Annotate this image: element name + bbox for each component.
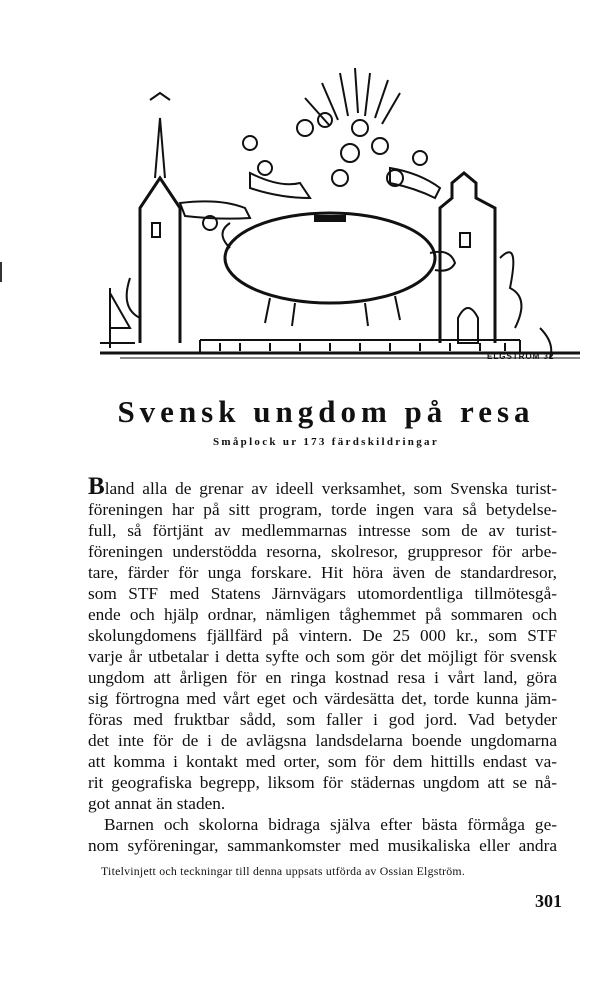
- church-tower-icon: [440, 173, 495, 343]
- paragraph-line: ungdom att årligen för en ringa kostnad resa i vårt land, göra: [88, 668, 557, 687]
- paragraph-line: det inte för de i de avlägsna landsdelarna boende ungdomarna: [88, 731, 557, 750]
- paragraph-line: rit geografiska begrepp, liksom för städernas ungdom att se nå-: [88, 773, 557, 792]
- paragraph-line-text: land alla de grenar av ideell verksamhet, som Svenska turist-: [104, 479, 557, 498]
- artist-signature: ELGSTRÖM 32: [487, 352, 555, 361]
- paragraph-line: nom syföreningar, sammankomster med musikaliska eller andra: [88, 836, 557, 855]
- title-vignette-illustration: [100, 58, 600, 378]
- hands-icon: [180, 168, 440, 219]
- paragraph-line: full, så förtjänt av medlemmarnas intresse som de av turist-: [88, 521, 557, 540]
- piggy-bank-icon: [223, 213, 456, 326]
- foliage-icon: [127, 252, 552, 358]
- paragraph-line: ende och hjälp ordnar, nämligen tåghemmet på sommaren och: [88, 605, 557, 624]
- illustration-credit-footnote: Titelvinjett och teckningar till denna uppsats utförda av Ossian Elgström.: [101, 864, 466, 878]
- paragraph-line: föreningen har på sitt program, torde ingen vara så betydelse-: [88, 500, 557, 519]
- paragraph-line: varje år utbetalar i detta syfte och som gör det möjligt för svensk: [88, 647, 557, 666]
- paragraph-line: föras med fruktbar sådd, som faller i god jord. Vad betyder: [88, 710, 557, 729]
- article-body: [88, 473, 557, 856]
- city-hall-tower-icon: [140, 93, 180, 343]
- paragraph-line: got annat än staden.: [88, 794, 226, 813]
- scan-edge-mark: [0, 262, 2, 282]
- article-title: Svensk ungdom på resa: [117, 394, 535, 429]
- paragraph-line: Barnen och skolorna bidraga själva efter bästa förmåga ge-: [104, 815, 557, 834]
- paragraph-line: föreningen understödda resorna, skolresor, gruppresor för arbe-: [88, 542, 557, 561]
- ship-icon: [100, 288, 135, 348]
- paragraph-line: skolungdomens fjällfärd på vintern. De 25 000 kr., som STF: [88, 626, 557, 645]
- paragraph-line: tare, färder för unga forskare. Hit höra även de standardresor,: [88, 563, 557, 582]
- drop-cap: B: [88, 473, 105, 500]
- article-subtitle: Småplock ur 173 färdskildringar: [212, 436, 440, 448]
- paragraph-line: att komma i kontakt med orter, som för dem hittills endast va-: [88, 752, 557, 771]
- page-number: 301: [535, 891, 562, 911]
- paragraph-line: sig förtrogna med vårt eget och värdesätta det, torde kunna jäm-: [88, 689, 557, 708]
- paragraph-line: som STF med Statens Järnvägars utomordentliga tillmötesgå-: [88, 584, 557, 603]
- paragraph-line: [88, 473, 557, 500]
